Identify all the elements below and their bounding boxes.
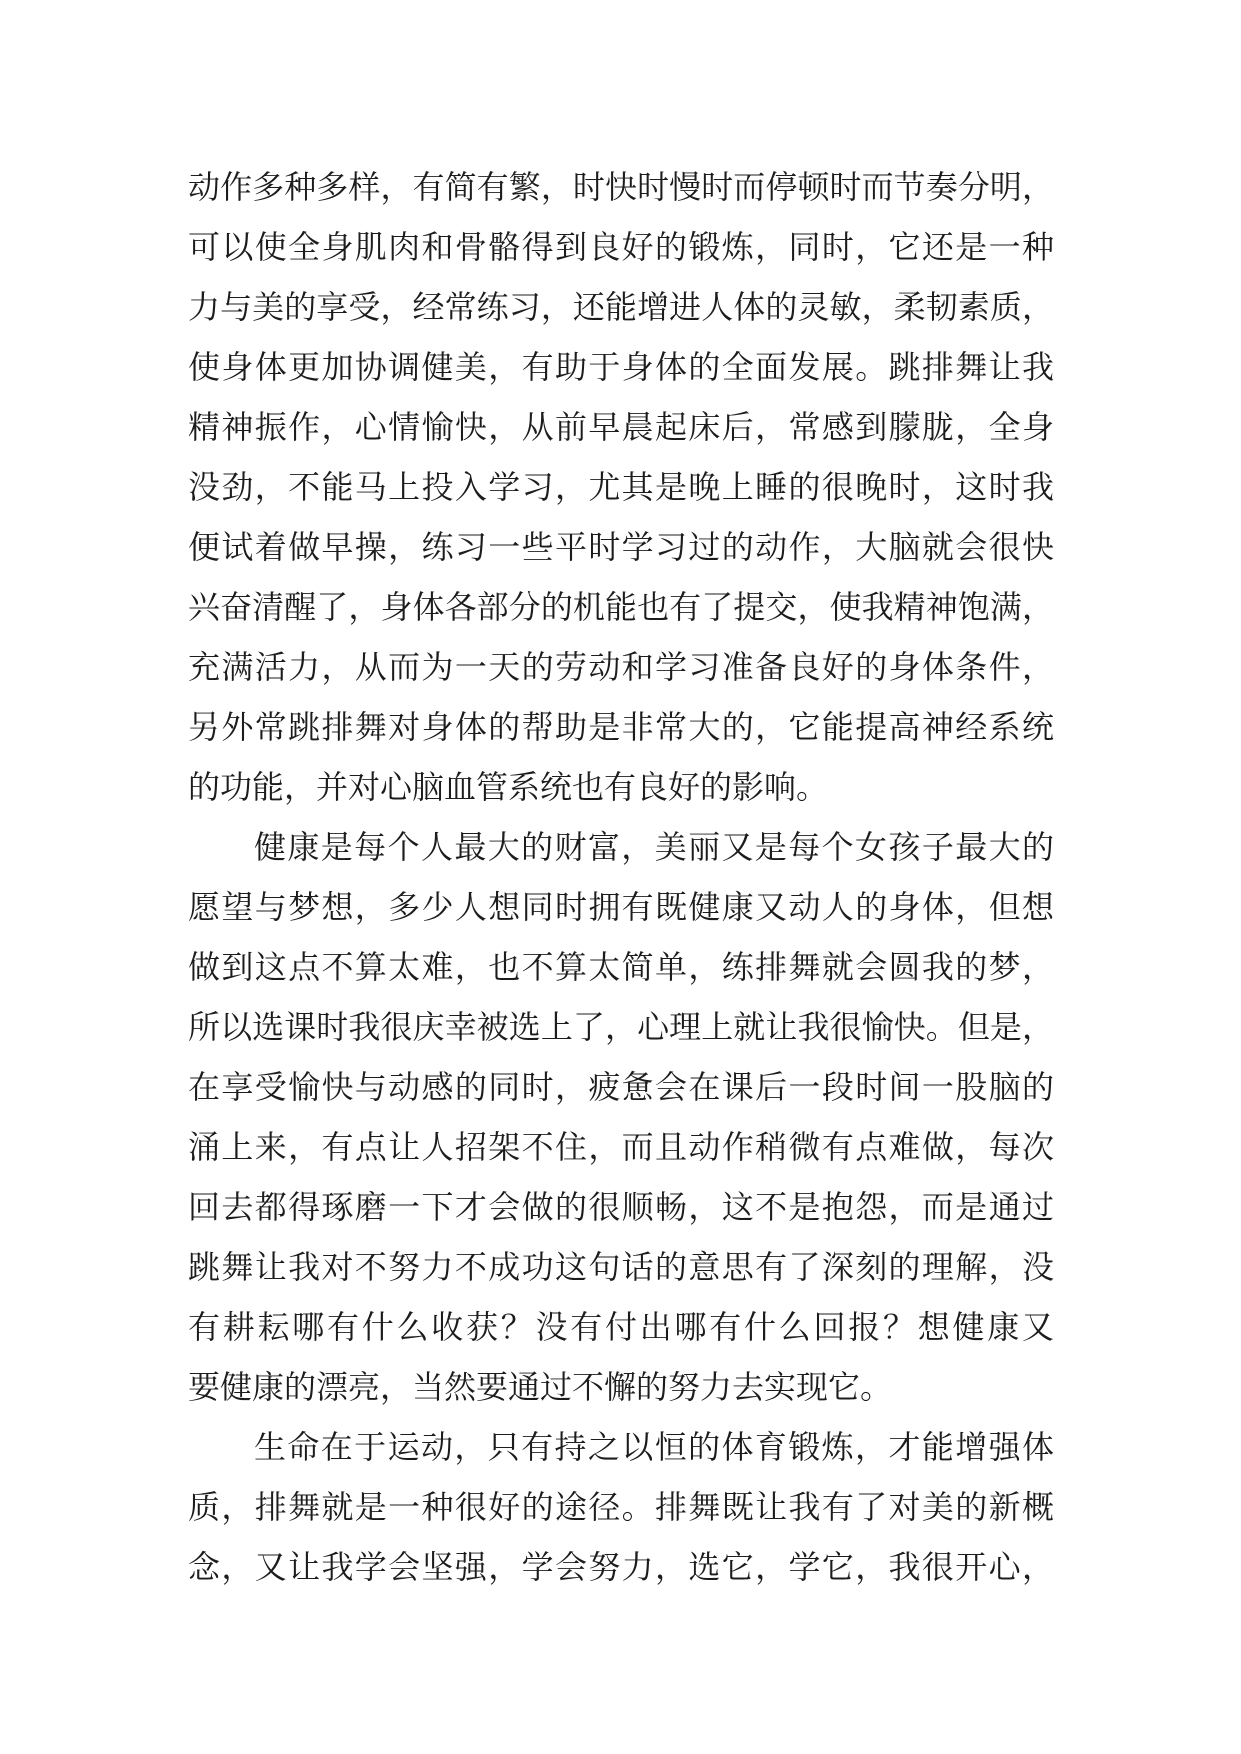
text-line: 要健康的漂亮，当然要通过不懈的努力去实现它。: [188, 1368, 893, 1406]
paragraph-1: [188, 157, 1054, 817]
text-line: 涌上来，有点让人招架不住，而且动作稍微有点难做，每次: [188, 1128, 1054, 1166]
text-line: 所以选课时我很庆幸被选上了，心理上就让我很愉快。但是，: [188, 1008, 1054, 1046]
text-line: 使身体更加协调健美，有助于身体的全面发展。跳排舞让我: [188, 348, 1054, 386]
text-line: 便试着做早操，练习一些平时学习过的动作，大脑就会很快: [188, 528, 1054, 566]
text-line: 做到这点不算太难，也不算太简单，练排舞就会圆我的梦，: [188, 948, 1054, 986]
text-line: 兴奋清醒了，身体各部分的机能也有了提交，使我精神饱满，: [188, 588, 1054, 626]
text-line: 在享受愉快与动感的同时，疲惫会在课后一段时间一股脑的: [188, 1068, 1054, 1106]
text-line: 精神振作，心情愉快，从前早晨起床后，常感到朦胧，全身: [188, 408, 1054, 446]
text-line: 愿望与梦想，多少人想同时拥有既健康又动人的身体，但想: [188, 888, 1054, 926]
text-line: 健康是每个人最大的财富，美丽又是每个女孩子最大的: [254, 828, 1054, 866]
text-line: 另外常跳排舞对身体的帮助是非常大的，它能提高神经系统: [188, 708, 1054, 746]
text-line: 生命在于运动，只有持之以恒的体育锻炼，才能增强体: [254, 1428, 1054, 1466]
text-line: 的功能，并对心脑血管系统也有良好的影响。: [188, 768, 829, 806]
text-line: 充满活力，从而为一天的劳动和学习准备良好的身体条件，: [188, 648, 1054, 686]
paragraph-2: [188, 817, 1054, 1417]
text-line: 可以使全身肌肉和骨骼得到良好的锻炼，同时，它还是一种: [188, 228, 1054, 266]
text-line: 跳舞让我对不努力不成功这句话的意思有了深刻的理解，没: [188, 1248, 1054, 1286]
text-line: 动作多种多样，有简有繁，时快时慢时而停顿时而节奏分明，: [188, 168, 1054, 206]
paragraph-3: [188, 1417, 1054, 1597]
text-line: 念，又让我学会坚强，学会努力，选它，学它，我很开心，: [188, 1548, 1054, 1586]
document-body: [188, 157, 1054, 1597]
text-line: 没劲，不能马上投入学习，尤其是晚上睡的很晚时，这时我: [188, 468, 1054, 506]
text-line: 力与美的享受，经常练习，还能增进人体的灵敏，柔韧素质，: [188, 288, 1054, 326]
text-line: 有耕耘哪有什么收获？没有付出哪有什么回报？想健康又: [188, 1308, 1054, 1346]
text-line: 质，排舞就是一种很好的途径。排舞既让我有了对美的新概: [188, 1488, 1054, 1526]
text-line: 回去都得琢磨一下才会做的很顺畅，这不是抱怨，而是通过: [188, 1188, 1054, 1226]
